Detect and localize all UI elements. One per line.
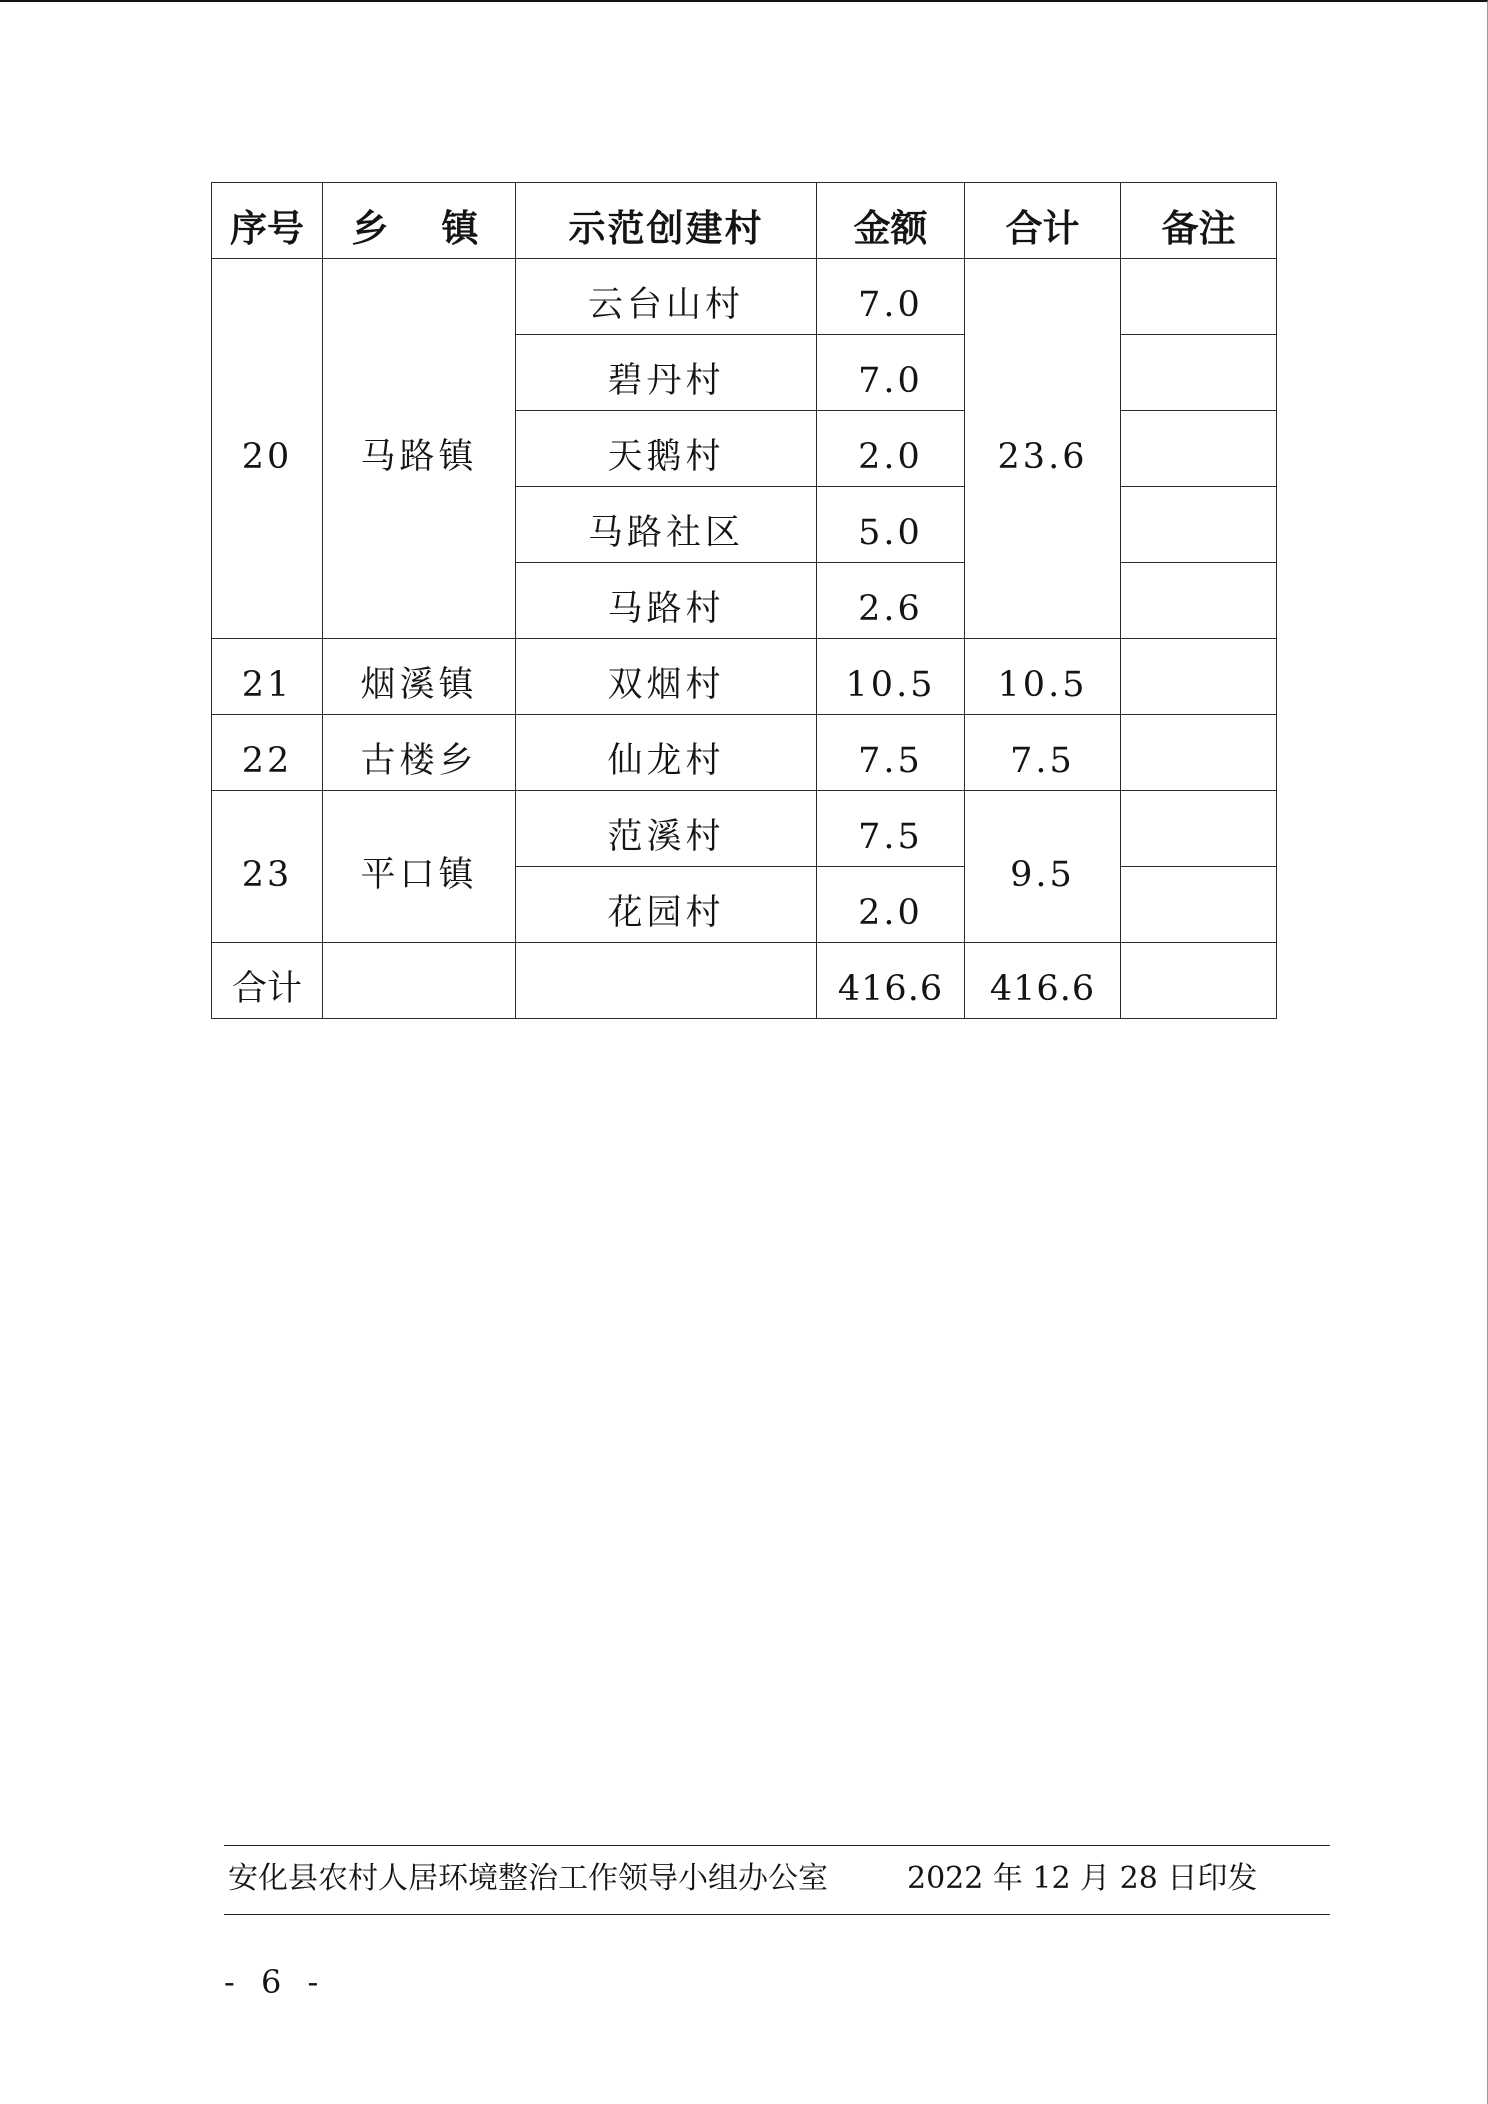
cell-no: 22 — [212, 715, 323, 791]
table-row — [212, 791, 1277, 867]
cell-remark — [1121, 867, 1277, 943]
cell-village: 双烟村 — [516, 639, 817, 715]
cell-remark — [1121, 335, 1277, 411]
table-row — [212, 259, 1277, 335]
header-amount: 金额 — [817, 183, 965, 259]
summary-total: 416.6 — [965, 943, 1121, 1019]
cell-amount: 7.5 — [817, 791, 965, 867]
header-total: 合计 — [965, 183, 1121, 259]
table-header-row — [212, 183, 1277, 259]
cell-no: 23 — [212, 791, 323, 943]
cell-no: 21 — [212, 639, 323, 715]
table-row — [212, 639, 1277, 715]
summary-remark — [1121, 943, 1277, 1019]
cell-total: 7.5 — [965, 715, 1121, 791]
cell-no: 20 — [212, 259, 323, 639]
cell-amount: 2.0 — [817, 867, 965, 943]
cell-remark — [1121, 715, 1277, 791]
funding-table — [211, 182, 1277, 1019]
cell-amount: 5.0 — [817, 487, 965, 563]
cell-amount: 2.0 — [817, 411, 965, 487]
cell-town: 马路镇 — [323, 259, 516, 639]
cell-remark — [1121, 563, 1277, 639]
summary-amount: 416.6 — [817, 943, 965, 1019]
cell-remark — [1121, 259, 1277, 335]
page-number: - 6 - — [224, 1963, 327, 2001]
cell-village: 碧丹村 — [516, 335, 817, 411]
cell-village: 仙龙村 — [516, 715, 817, 791]
cell-amount: 10.5 — [817, 639, 965, 715]
cell-total: 10.5 — [965, 639, 1121, 715]
footer-issuer: 安化县农村人居环境整治工作领导小组办公室 — [228, 1861, 828, 1896]
cell-town: 烟溪镇 — [323, 639, 516, 715]
cell-town: 平口镇 — [323, 791, 516, 943]
cell-village: 范溪村 — [516, 791, 817, 867]
cell-town: 古楼乡 — [323, 715, 516, 791]
footer-bottom-rule — [224, 1914, 1330, 1915]
summary-village — [516, 943, 817, 1019]
cell-village: 花园村 — [516, 867, 817, 943]
cell-total: 23.6 — [965, 259, 1121, 639]
summary-town — [323, 943, 516, 1019]
cell-village: 马路村 — [516, 563, 817, 639]
cell-amount: 7.0 — [817, 259, 965, 335]
cell-remark — [1121, 639, 1277, 715]
header-town: 乡 镇 — [323, 183, 516, 259]
cell-remark — [1121, 411, 1277, 487]
cell-amount: 7.0 — [817, 335, 965, 411]
header-village: 示范创建村 — [516, 183, 817, 259]
cell-remark — [1121, 791, 1277, 867]
summary-label: 合计 — [212, 943, 323, 1019]
cell-total: 9.5 — [965, 791, 1121, 943]
header-remark: 备注 — [1121, 183, 1277, 259]
cell-village: 云台山村 — [516, 259, 817, 335]
footer-print-date: 2022 年 12 月 28 日印发 — [907, 1861, 1258, 1896]
cell-amount: 7.5 — [817, 715, 965, 791]
header-no: 序号 — [212, 183, 323, 259]
footer-top-rule — [224, 1845, 1330, 1846]
table-summary-row — [212, 943, 1277, 1019]
cell-village: 天鹅村 — [516, 411, 817, 487]
cell-village: 马路社区 — [516, 487, 817, 563]
cell-remark — [1121, 487, 1277, 563]
cell-amount: 2.6 — [817, 563, 965, 639]
table-row — [212, 715, 1277, 791]
